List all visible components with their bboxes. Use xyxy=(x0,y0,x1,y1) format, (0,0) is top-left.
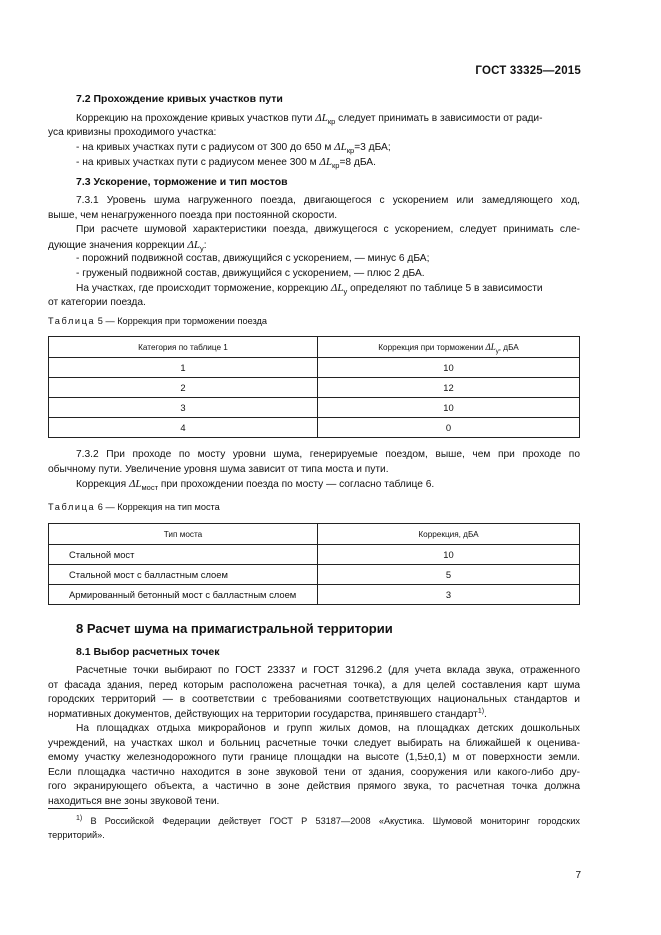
s73-p3-line2: от категории поезда. xyxy=(48,296,146,308)
s732-line3: Коррекция $\Delta L_{мост}$ при прохождении поезда по мосту — согласно таблице 6. xyxy=(76,478,435,492)
section-8-title: 8 Расчет шума на примагистральной территории xyxy=(76,621,393,636)
document-header: ГОСТ 33325—2015 xyxy=(475,65,581,77)
table5-cell-value: 12 xyxy=(318,378,580,398)
s73-bullet2: - груженый подвижной состав, движущийся с ускорением, — плюс 2 дБА. xyxy=(76,267,425,279)
table6-header-type: Тип моста xyxy=(49,524,318,545)
s81-p2-line6: находиться вне зоны звуковой тени. xyxy=(48,795,220,807)
table-row xyxy=(49,585,580,605)
s72-bullet2: - на кривых участках пути с радиусом менее 300 м $\Delta L_{кр}=8$ дБА. xyxy=(76,155,376,170)
s81-p2-line1: На площадках отдыха микрорайонов и групп жилых домов, на площадках детских дошкольных xyxy=(76,723,580,734)
table-row xyxy=(49,545,580,565)
table5-cell-category: 1 xyxy=(49,358,318,378)
table5-cell-category: 2 xyxy=(49,378,318,398)
table5-cell-value: 10 xyxy=(318,398,580,418)
table-row xyxy=(49,418,580,438)
table5-cell-category: 4 xyxy=(49,418,318,438)
page-number: 7 xyxy=(575,870,581,881)
table-row xyxy=(49,378,580,398)
footnote-line2: территорий». xyxy=(48,830,105,840)
s81-p2-line3: емому участку железнодорожного пути границе площадки на высоте (1,5±0,1) м от поверхности земли. xyxy=(48,752,580,763)
s81-p1-line3: городских территорий — в соответствии с требованиями соответствующих национальных стандартов и xyxy=(48,694,580,705)
table5-caption: Таблица 5 — Коррекция при торможении поезда xyxy=(48,316,267,326)
section-7-2-title: 7.2 Прохождение кривых участков пути xyxy=(76,93,283,105)
table5-header-correction: Коррекция при торможении $\Delta L_у$, дБА xyxy=(318,337,580,358)
table6-cell-value: 3 xyxy=(318,585,580,605)
table-row xyxy=(49,398,580,418)
table5-cell-value: 10 xyxy=(318,358,580,378)
s73-p3-line1: На участках, где происходит торможение, коррекцию $\Delta L_у$ определяют по таблице 5 в зависимости xyxy=(76,282,543,296)
s732-line2: обычному пути. Увеличение уровня шума зависит от типа моста и пути. xyxy=(48,463,389,475)
table5-cell-value: 0 xyxy=(318,418,580,438)
s73-bullet1: - порожний подвижной состав, движущийся с ускорением, — минус 6 дБА; xyxy=(76,253,430,264)
s72-line2: уса кривизны проходимого участка: xyxy=(48,126,217,138)
table6-caption: Таблица 6 — Коррекция на тип моста xyxy=(48,502,220,512)
s73-p2-line2: дующие значения коррекции $\Delta L_у$: xyxy=(48,238,207,253)
table6-header-correction: Коррекция, дБА xyxy=(318,524,580,545)
footnote-line1: $^{1)}$ В Российской Федерации действует ГОСТ Р 53187—2008 «Акустика. Шумовой мониторинг городских xyxy=(76,815,580,826)
s81-p2-line4: Если площадка частично находится в зоне звуковой тени от здания, сооружения или какого-либо дру- xyxy=(48,766,580,778)
table6 xyxy=(48,523,580,605)
s731-line1: 7.3.1 Уровень шума нагруженного поезда, двигающегося с ускорением или замедляющего ход, xyxy=(76,195,580,206)
s731-line2: выше, чем ненагруженного поезда при постоянной скорости. xyxy=(48,209,338,221)
table6-cell-type: Армированный бетонный мост с балластным слоем xyxy=(49,585,318,605)
s732-line1: 7.3.2 При проходе по мосту уровни шума, генерируемые поездом, выше, чем при проходе по xyxy=(76,449,580,460)
table5-header-category: Категория по таблице 1 xyxy=(49,337,318,358)
section-7-3-title: 7.3 Ускорение, торможение и тип мостов xyxy=(76,176,288,188)
table5-cell-category: 3 xyxy=(49,398,318,418)
table6-cell-value: 5 xyxy=(318,565,580,585)
s81-p2-line5: гого экранирующего объекта, а частично в зоне действия прямого звука, то расчетная точка должна xyxy=(48,781,580,792)
table6-cell-value: 10 xyxy=(318,545,580,565)
s81-p1-line2: от фасада здания, перед которым расположена расчетная точка), а для целей составления карт шума xyxy=(48,679,580,691)
table-row xyxy=(49,358,580,378)
s72-bullet1: - на кривых участках пути с радиусом от 300 до 650 м $\Delta L_{кр}=3$ дБА; xyxy=(76,141,391,155)
s72-line1: Коррекцию на прохождение кривых участков пути $\Delta L_{кр}$ следует принимать в зависимости от ради- xyxy=(76,112,543,126)
footnote-divider xyxy=(48,808,128,809)
table6-cell-type: Стальной мост с балластным слоем xyxy=(49,565,318,585)
s73-p2-line1: При расчете шумовой характеристики поезда, движущегося с ускорением, следует принимать сле- xyxy=(76,224,580,235)
s81-p1-line4: нормативных документов, действующих на территории государства, принявшего стандарт$^{1)}$. xyxy=(48,707,487,720)
table5 xyxy=(48,336,580,438)
s81-p2-line2: учреждений, на участках школ и больниц расчетные точки следует выбирать на ближайшей к оценива- xyxy=(48,737,580,749)
s81-p1-line1: Расчетные точки выбирают по ГОСТ 23337 и ГОСТ 31296.2 (для учета вклада звука, отраженного xyxy=(76,665,580,676)
table6-cell-type: Стальной мост xyxy=(49,545,318,565)
table-row xyxy=(49,565,580,585)
section-8-1-title: 8.1 Выбор расчетных точек xyxy=(76,646,220,658)
